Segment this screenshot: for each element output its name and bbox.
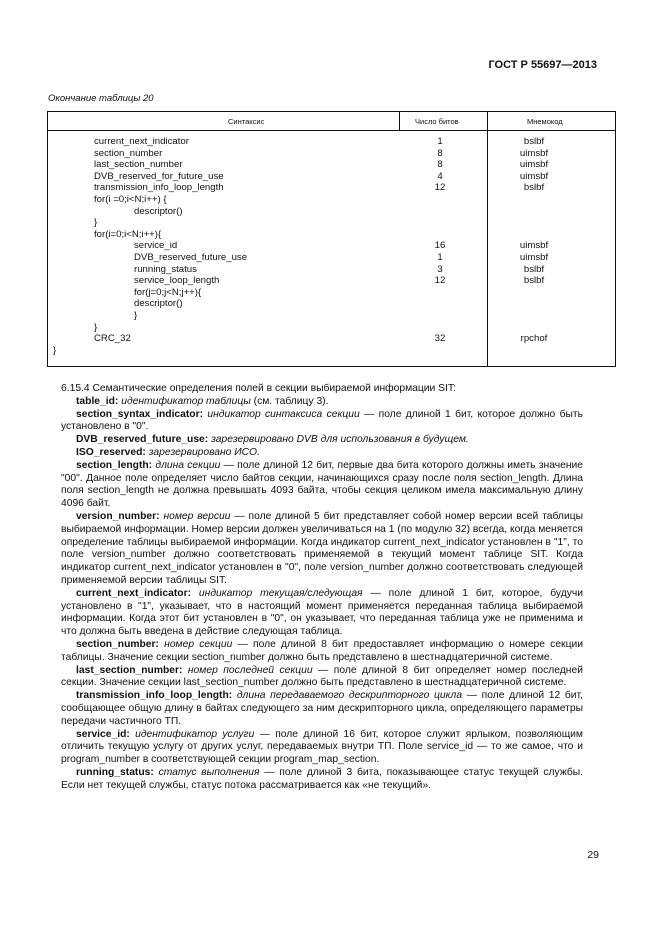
field-name: last_section_number: bbox=[76, 664, 183, 676]
field-title: длина секции bbox=[155, 459, 221, 471]
field-title: индикатор синтаксиса секции bbox=[207, 408, 360, 420]
mnemonic-cell: uimsbf bbox=[519, 240, 549, 252]
field-title: номер секции bbox=[164, 638, 233, 650]
paragraph bbox=[61, 447, 583, 460]
syntax-cell: for(j=0;j<N;j++){ bbox=[134, 286, 202, 298]
paragraph bbox=[61, 409, 583, 435]
field-name: current_next_indicator: bbox=[76, 587, 192, 599]
mnemonic-cell: uimsbf bbox=[519, 170, 549, 182]
table-row bbox=[48, 171, 615, 183]
syntax-cell: CRC_32 bbox=[94, 333, 131, 345]
table-row bbox=[48, 252, 615, 264]
field-name: running_status: bbox=[76, 766, 154, 778]
syntax-cell: section_number bbox=[94, 147, 163, 159]
paragraph bbox=[61, 434, 583, 447]
syntax-cell: last_section_number bbox=[94, 159, 183, 171]
syntax-cell: for(i =0;i<N;i++) { bbox=[94, 193, 167, 205]
table-caption: Окончание таблицы 20 bbox=[48, 93, 154, 104]
table-row bbox=[48, 182, 615, 194]
bits-cell: 3 bbox=[437, 263, 443, 275]
field-name: section_number: bbox=[76, 638, 159, 650]
mnemonic-cell: uimsbf bbox=[519, 159, 549, 171]
field-name: section_syntax_indicator: bbox=[76, 408, 204, 420]
bits-cell: 8 bbox=[437, 147, 443, 159]
table-row bbox=[48, 229, 615, 241]
bits-cell: 16 bbox=[434, 240, 446, 252]
text-run: — поле длиной 8 бит определяет номер последней секции. Значение секции last_section_number должно быть представлено в шестнадцатеричной системе. bbox=[61, 664, 583, 689]
field-title: идентификатор таблицы bbox=[121, 395, 251, 407]
table-row bbox=[48, 148, 615, 160]
field-name: ISO_reserved: bbox=[76, 446, 146, 458]
table-row bbox=[48, 194, 615, 206]
semantics-text bbox=[61, 383, 583, 793]
syntax-cell: } bbox=[94, 321, 98, 333]
table-row bbox=[48, 159, 615, 171]
table-row bbox=[48, 287, 615, 299]
syntax-cell: DVB_reserved_future_use bbox=[134, 251, 248, 263]
syntax-cell: running_status bbox=[134, 263, 197, 275]
table-body bbox=[48, 136, 615, 356]
mnemonic-cell: bslbf bbox=[523, 182, 545, 194]
table-row bbox=[48, 217, 615, 229]
text-run bbox=[191, 588, 199, 599]
bits-cell: 12 bbox=[434, 275, 446, 287]
table-row bbox=[48, 333, 615, 345]
bits-cell: 1 bbox=[437, 251, 443, 263]
syntax-cell: DVB_reserved_for_future_use bbox=[94, 170, 224, 182]
syntax-cell: transmission_info_loop_length bbox=[94, 182, 224, 194]
bits-cell: 4 bbox=[437, 170, 443, 182]
table-row bbox=[48, 275, 615, 287]
table-row bbox=[48, 240, 615, 252]
table-header bbox=[48, 112, 615, 131]
text-run: — поле длиной 1 бит, которое, будучи установлено в "1", указывает, что в настоящий момент применяется переданная таблица выбираемой информации. Когда этот бит установлен в "0", он указывает, что переданная таблица уже не применима и что должна быть введена в действие следующая таблица. bbox=[61, 587, 583, 638]
mnemonic-cell: uimsbf bbox=[519, 251, 549, 263]
text-run: — поле длиной 12 бит, сообщающее общую длину в байтах следующего за ним дескрипторного цикла, определяющего параметры передачи частичного ТП. bbox=[61, 690, 583, 727]
bits-cell: 32 bbox=[434, 333, 446, 345]
page-number: 29 bbox=[587, 849, 599, 861]
table-row bbox=[48, 206, 615, 218]
field-name: service_id: bbox=[76, 728, 130, 740]
syntax-table bbox=[47, 111, 616, 367]
paragraph bbox=[61, 639, 583, 665]
field-title: номер версии bbox=[163, 510, 231, 522]
paragraph bbox=[61, 665, 583, 691]
field-title: номер последней секции bbox=[187, 664, 313, 676]
bits-cell: 8 bbox=[437, 159, 443, 171]
table-row bbox=[48, 310, 615, 322]
text-run: (см. таблицу 3). bbox=[250, 395, 329, 407]
syntax-cell: } bbox=[134, 309, 138, 321]
text-run: — поле длиной 12 бит, первые два бита которого должны иметь значение "00". Данное поле определяет число байтов секции, начинающихся сразу после поля section_length. Длина поля section_length не должна превышать 4093 байта, чтобы секция целиком имела максимальную длину 4096 байт. bbox=[61, 459, 583, 510]
header-divider bbox=[399, 112, 400, 131]
syntax-cell: } bbox=[53, 344, 57, 356]
paragraph bbox=[61, 690, 583, 728]
table-row bbox=[48, 264, 615, 276]
field-title: зарезервировано DVB для использования в будущем. bbox=[211, 434, 469, 446]
column-header-mnemonic: Мнемокод bbox=[527, 117, 563, 126]
field-name: table_id: bbox=[76, 395, 119, 407]
syntax-cell: descriptor() bbox=[134, 298, 183, 310]
paragraph bbox=[61, 396, 583, 409]
field-name: DVB_reserved_future_use: bbox=[76, 434, 209, 446]
syntax-cell: for(i=0;i<N;i++){ bbox=[94, 228, 162, 240]
text-run: 6.15.4 Семантические определения полей в секции выбираемой информации SIT: bbox=[61, 383, 456, 394]
text-run: — поле длиной 5 бит представляет собой номер версии всей таблицы выбираемой информации. Номер версии должен увеличиваться на 1 (по модулю 32) всегда, когда меняется определение таблицы выбираемой информации. Когда индикатор current_next_indicator установлен в "1", то поле version_number должно соответствовать применяемой в текущий момент таблице SIT. Когда индикатор current_next_indicator установлен в "0", поле version_number должно соответствовать следующей применяемой версии таблицы SIT. bbox=[61, 510, 583, 586]
paragraph bbox=[61, 383, 583, 396]
text-run: — поле длиной 3 бита, показывающее статус текущей службы. Если нет текущей службы, статус потока рассматривается как «не текущий». bbox=[61, 766, 583, 791]
field-title: индикатор текущая/следующая bbox=[198, 587, 363, 599]
table-row bbox=[48, 345, 615, 357]
syntax-cell: } bbox=[94, 217, 98, 229]
bits-cell: 12 bbox=[434, 182, 446, 194]
paragraph bbox=[61, 767, 583, 793]
text-run: — поле длиной 8 бит предоставляет информацию о номере секции таблицы. Значение секции section_number должно быть представлено в шестнадцатеричной системе. bbox=[61, 638, 583, 663]
column-header-bits: Число битов bbox=[415, 117, 459, 126]
field-title: статус выполнения bbox=[158, 766, 260, 778]
mnemonic-cell: rpchof bbox=[520, 333, 548, 345]
field-title: идентификатор услуги bbox=[135, 728, 255, 740]
mnemonic-cell: uimsbf bbox=[519, 147, 549, 159]
table-row bbox=[48, 298, 615, 310]
text-run: — поле длиной 16 бит, которое служит ярлыком, позволяющим отличить текущую услугу от других услуг, передаваемых внутри ТП. Поле service_id — то же самое, что и program_number в соответствующей секции program_map_section. bbox=[61, 728, 583, 766]
column-header-syntax: Синтаксис bbox=[228, 117, 265, 126]
mnemonic-cell: bslbf bbox=[523, 275, 545, 287]
standard-number: ГОСТ Р 55697—2013 bbox=[488, 59, 597, 71]
paragraph bbox=[61, 729, 583, 767]
table-row bbox=[48, 136, 615, 148]
syntax-cell: service_id bbox=[134, 240, 178, 252]
field-title: длина передаваемого дескрипторного цикла bbox=[236, 690, 463, 702]
field-name: transmission_info_loop_length: bbox=[76, 690, 233, 702]
header-divider bbox=[487, 112, 488, 131]
bits-cell: 1 bbox=[437, 136, 443, 147]
paragraph bbox=[61, 511, 583, 588]
syntax-cell: descriptor() bbox=[134, 205, 183, 217]
table-row bbox=[48, 322, 615, 334]
syntax-cell: current_next_indicator bbox=[94, 136, 189, 147]
field-name: version_number: bbox=[76, 510, 160, 522]
text-run: — поле длиной 1 бит, которое должно быть установлено в "0". bbox=[61, 408, 583, 433]
syntax-cell: service_loop_length bbox=[134, 275, 220, 287]
mnemonic-cell: bslbf bbox=[523, 263, 545, 275]
field-title: зарезервировано ИСО. bbox=[148, 446, 260, 458]
field-name: section_length: bbox=[76, 459, 153, 471]
paragraph bbox=[61, 588, 583, 639]
mnemonic-cell: bslbf bbox=[523, 136, 545, 147]
paragraph bbox=[61, 460, 583, 511]
